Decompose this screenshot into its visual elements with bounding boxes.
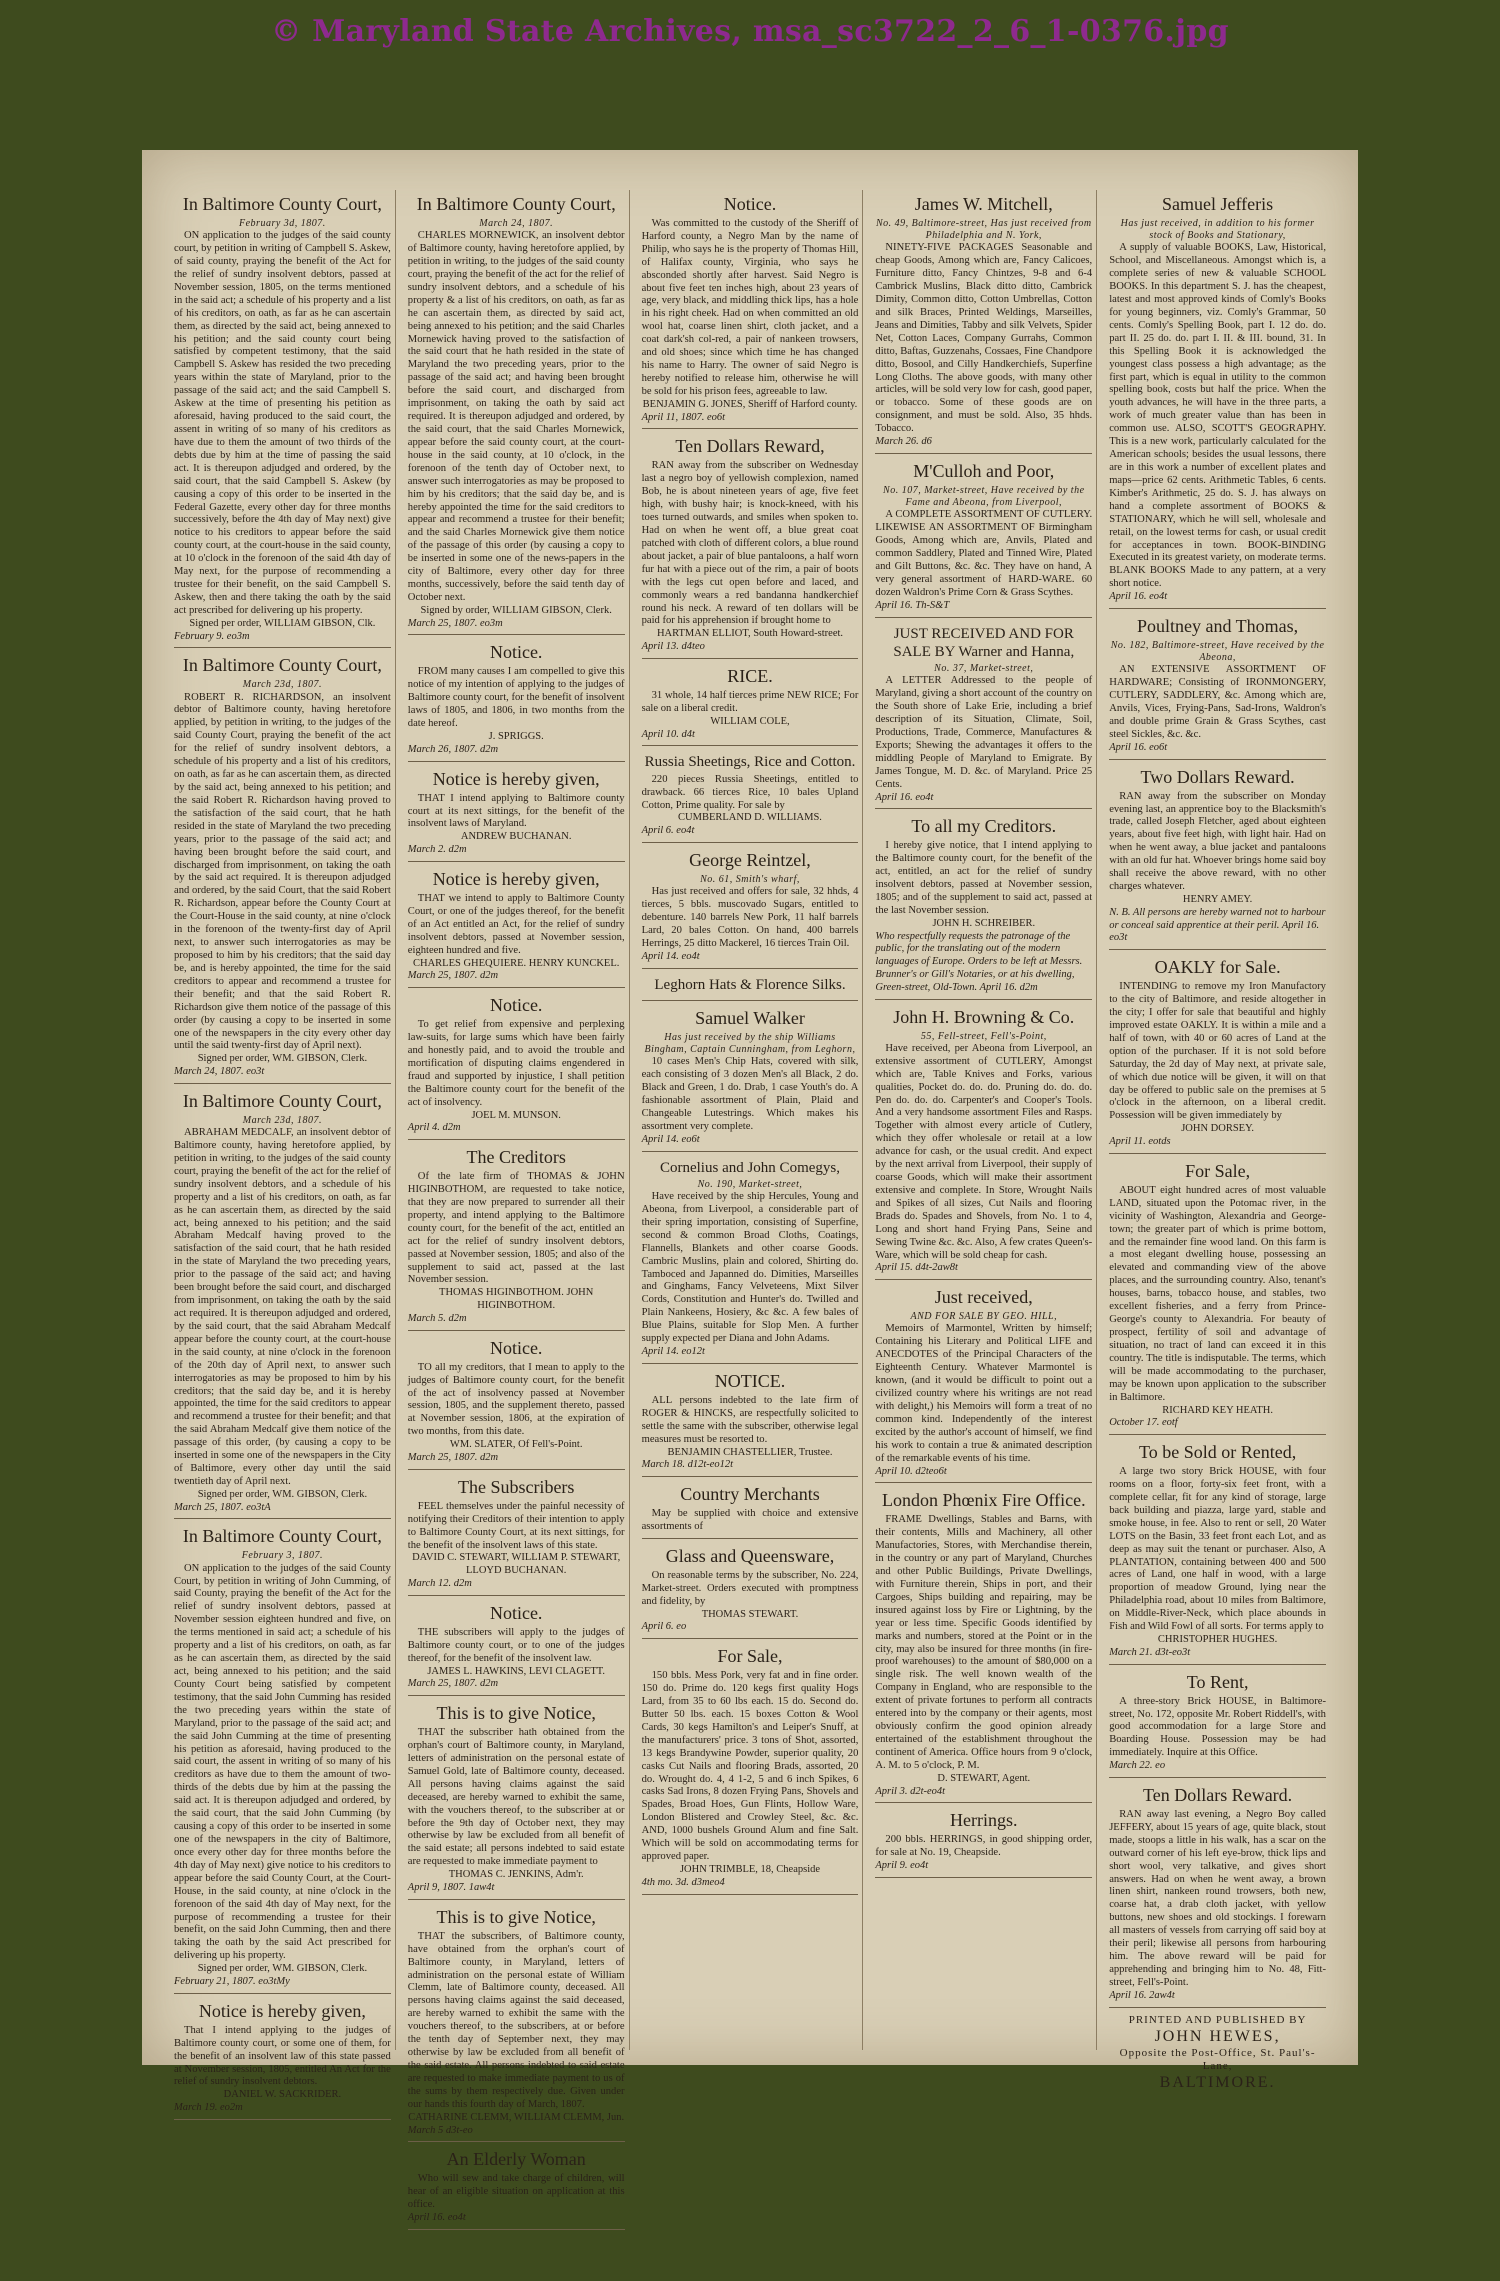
ad-date: April 13. d4teo xyxy=(641,641,705,653)
ad-heading: An Elderly Woman xyxy=(446,2149,586,2170)
ad-signature: BENJAMIN CHASTELLIER, Trustee. xyxy=(667,1446,833,1458)
ad-heading: In Baltimore County Court, xyxy=(182,1526,382,1547)
advertisement xyxy=(642,749,859,843)
ad-heading: Notice. xyxy=(489,1602,543,1623)
ad-body: Has just received and offers for sale, 32 hhds, 4 tierces, 5 bbls. muscovado Sugars, entitled to debenture. 140 barrels New Pork, 11 half barrels Lard, 20 bales Cotton. On hand, 400 barrels Herrings, 25 ditto Mackerel, 16 tierces Train Oil. xyxy=(641,886,859,949)
ad-heading: In Baltimore County Court, xyxy=(182,655,382,676)
ad-signature: Signed per order, WM. GIBSON, Clerk. xyxy=(197,1488,368,1500)
advertisement xyxy=(642,972,859,1001)
ad-heading: In Baltimore County Court, xyxy=(416,194,616,214)
ad-heading: Just received, xyxy=(934,1287,1033,1308)
ad-date: April 16. eo6t xyxy=(1109,741,1168,753)
advertisement xyxy=(1109,953,1326,1154)
ad-heading: Samuel Jefferis xyxy=(1162,194,1274,214)
ad-signature: HARTMAN ELLIOT, South Howard-street. xyxy=(656,628,844,640)
advertisement xyxy=(408,1903,625,2142)
advertisement xyxy=(642,1367,859,1477)
ad-body: 31 whole, 14 half tierces prime NEW RICE; For sale on a liberal credit. xyxy=(641,689,859,714)
ad-heading: Country Merchants xyxy=(680,1484,820,1505)
ad-date: April 14. eo4t xyxy=(641,950,700,962)
ad-heading: Notice. xyxy=(723,194,777,214)
advertisement xyxy=(408,865,625,988)
ad-body: TO all my creditors, that I mean to apply to the judges of Baltimore county court, for the benefit of the act of insolvency passed at November session, 1805, and the supplement thereto, passed at November session, 1806, at the expiration of two months, from this date. xyxy=(407,1361,625,1438)
advertisement xyxy=(1109,612,1326,760)
ad-body: INTENDING to remove my Iron Manufactory to the city of Baltimore, and reside altogether in the city; I offer for sale that beautiful and highly improved estate OAKLY. It is within a mile and a half of town, with 40 or 60 acres of Land at the option of the purchaser. If it is not sold before Saturday, the 2d day of May next, at private sale, of which due notice will be given, it will on that day be offered to public sale on the premises at 5 o'clock in the afternoon, on a liberal credit. Possession will be given immediately by xyxy=(1109,981,1326,1122)
advertisement xyxy=(875,1003,1092,1281)
imprint-city: BALTIMORE. xyxy=(1159,2074,1276,2092)
advertisement xyxy=(875,1806,1092,1878)
ad-body: ON application to the judges of the said County Court, by petition in writing of John Cumming, of said County, praying the benefit of the Act for the relief of sundry insolvent debtors, passed at November session eighteen hundred and five, on the terms mentioned in said act; a schedule of his property and a list of his creditors, on oath, as far as he can ascertain them, as directed by the said act, being annexed to his petition; and the said County Court being satisfied by competent testimony, that the said John Cumming has resided the two preceding years within the state of Maryland, prior to the passage of the said act; and the said John Cumming at the time of presenting his petition as aforesaid, having produced to the said court, the assent in writing of so many of his creditors as have due to them the amount of two-thirds of the debts due by him at the passing the said act. It is thereupon adjudged and ordered, by the said court, that the said John Cumming (by causing a copy of this order to be inserted in some one of the newspapers in the city of Baltimore, once every other day for three months before the 4th day of May next) give notice to his creditors to appear before the said County Court, at the Court-House, in the said county, at nine o'clock in the forenoon of the said 4th day of May next, for the purpose of recommending a trustee for their benefit, on the said John Cumming, then and there taking the oath by the said Act prescribed for delivering up his property. xyxy=(174,1562,391,1962)
ad-signature: THOMAS C. JENKINS, Adm'r. xyxy=(448,1869,584,1881)
ad-subheading: Has just received by the ship Williams Bingham, Captain Cunningham, from Leghorn, xyxy=(644,1031,856,1056)
ad-body: Have received by the ship Hercules, Young and Abeona, from Liverpool, a considerable part of their spring importation, consisting of Superfine, second & common Broad Cloths, Coatings, Flannells, Blankets and other coarse Goods. Cambric Muslins, plain and colored, Shirting do. Tamboced and Japanned do. Dimities, Marseilles and Ginghams, Fancy Velveteens, Mixt Silver Cords, Constitution and Hunter's do. Twilled and Plain Nankeens, Hosiery, &c &c. A few bales of Blue Plains, suitable for Slop Men. A further supply expected per Diana and John Adams. xyxy=(641,1191,859,1345)
ad-date: March 25, 1807. d2m xyxy=(407,1678,499,1690)
ad-body: RAN away from the subscriber on Wednesday last a negro boy of yellowish complexion, named Bob, he is about nineteen years of age, five feet high, with bushy hair; is knock-kneed, with his toes turned outwards, and smiles when spoken to. Had on when he went off, a blue great coat patched with cloth of different colors, a blue round about jacket, a pair of blue pantaloons, a half worn fur hat with a piece out of the rim, a pair of boots with the legs cut open before and laced, and commonly wears a red bandanna handkerchief round his neck. A reward of ten dollars will be paid for his apprehension if brought home to xyxy=(641,460,859,627)
ad-date: April 11, 1807. eo6t xyxy=(641,411,726,423)
ad-signature: DANIEL W. SACKRIDER. xyxy=(223,2089,342,2101)
ad-heading: OAKLY for Sale. xyxy=(1154,957,1281,978)
ad-signature: THOMAS STEWART. xyxy=(701,1608,799,1620)
column-2 xyxy=(404,190,630,2224)
ad-body: THAT I intend applying to Baltimore county court at its next sittings, for the benefit of the insolvent laws of Maryland. xyxy=(407,792,625,830)
ad-heading: George Reintzel, xyxy=(689,850,811,871)
ad-body: Was committed to the custody of the Sheriff of Harford county, a Negro Man by the name of Philip, who says he is the property of Thomas Hill, of Halifax county, Virginia, who says he absconded shortly after harvest. Said Negro is about five feet ten inches high, about 23 years of age, very black, and middling thick lips, has a hole in his right cheek. Had on when committed an old wool hat, coarse linen shirt, cloth jacket, and a coat dark'sh col-red, a pair of nankeen trowsers, and old shoes; since which time he has changed his name to Harry. The owner of said Negro is hereby notified to release him, otherwise he will be sold for his prison fees, agreeable to law. xyxy=(641,217,859,397)
advertisement xyxy=(642,846,859,969)
ad-signature: DAVID C. STEWART, WILLIAM P. STEWART, LLOYD BUCHANAN. xyxy=(412,1552,621,1577)
ad-body: THE subscribers will apply to the judges of Baltimore county court, or to one of the judges thereof, for the benefit of the insolvent law. xyxy=(407,1626,625,1664)
ad-date: March 25, 1807. d2m xyxy=(407,1452,499,1464)
ad-subheading: 55, Fell-street, Fell's-Point, xyxy=(920,1030,1047,1042)
ad-body: 220 pieces Russia Sheetings, entitled to drawback. 66 tierces Rice, 10 bales Upland Cotton, Prime quality. For sale by xyxy=(641,773,859,811)
ad-date: April 3. d2t-eo4t xyxy=(875,1785,946,1797)
ad-date: March 18. d12t-eo12t xyxy=(641,1459,734,1471)
ad-body: That I intend applying to the judges of Baltimore county court, or some one of them, for the benefit of an insolvent law of this state passed at November session, 1805, entitled An Act for the relief of sundry insolvent debtors. xyxy=(174,2024,391,2088)
ad-date: March 2. d2m xyxy=(407,844,467,856)
ad-subheading: No. 107, Market-street, Have received by the Fame and Abeona, from Liverpool, xyxy=(883,484,1085,509)
ad-signature: THOMAS HIGINBOTHOM. JOHN HIGINBOTHOM. xyxy=(439,1287,594,1312)
ad-heading: To Rent, xyxy=(1186,1671,1249,1692)
advertisement xyxy=(1109,1438,1326,1665)
advertisement xyxy=(408,765,625,862)
ad-date: April 14. eo12t xyxy=(641,1346,705,1358)
ad-heading: This is to give Notice, xyxy=(436,1906,596,1927)
ad-heading: M'Culloh and Poor, xyxy=(913,460,1055,481)
ad-subheading: AND FOR SALE BY GEO. HILL, xyxy=(910,1311,1058,1323)
ad-body: ALL persons indebted to the late firm of ROGER & HINCKS, are respectfully solicited to settle the same with the subscriber, otherwise legal measures must be resorted to. xyxy=(641,1394,859,1445)
ad-signature: D. STEWART, Agent. xyxy=(937,1772,1031,1784)
ad-signature: ANDREW BUCHANAN. xyxy=(460,831,572,843)
ad-date: N. B. All persons are hereby warned not to harbour or conceal said apprentice at their peril. April 16. eo3t xyxy=(1109,906,1326,944)
ad-date: March 26. d6 xyxy=(875,436,932,448)
ad-date: March 19. eo2m xyxy=(174,2102,243,2114)
ad-heading: The Subscribers xyxy=(457,1476,575,1497)
ad-signature: RICHARD KEY HEATH. xyxy=(1162,1404,1273,1416)
ad-date: April 10. d4t xyxy=(641,728,695,740)
ad-date: April 16. 2aw4t xyxy=(1109,1989,1175,2001)
ad-signature: WILLIAM COLE, xyxy=(710,715,790,727)
ad-heading: John H. Browning & Co. xyxy=(893,1006,1075,1027)
ad-signature: JOHN H. SCHREIBER. xyxy=(932,917,1036,929)
ad-heading: For Sale, xyxy=(1185,1160,1251,1181)
ad-subheading: March 23d, 1807. xyxy=(242,679,323,691)
ad-heading: London Phœnix Fire Office. xyxy=(881,1490,1086,1511)
ad-subheading: March 23d, 1807. xyxy=(242,1114,323,1126)
ad-date: February 21, 1807. eo3tMy xyxy=(174,1976,290,1987)
ad-date: April 16. Th-S&T xyxy=(875,599,950,611)
advertisement xyxy=(875,457,1092,618)
ad-date: April 9. eo4t xyxy=(875,1860,929,1872)
ad-heading: RICE. xyxy=(727,665,773,686)
ad-body: A large two story Brick HOUSE, with four rooms on a floor, forty-six feet front, with a complete cellar, fit for any kind of storage, large back building and piazza, large yard, stable and smoke house, in fee. Also to rent or sell, 20 Water LOTS on the Basin, 33 feet front each Lot, and as deep as may suit the tenant or purchaser. Also, A PLANTATION, containing between 400 and 500 acres of Land, one half in wood, with a large proportion of meadow Ground, lying near the Philadelphia road, about 10 miles from Baltimore, on Middle-River-Neck, which place abounds in Fish and Wild Fowl of all sorts. For terms apply to xyxy=(1109,1466,1326,1633)
newspaper-page xyxy=(142,150,1358,2224)
ad-heading: Notice. xyxy=(489,995,543,1016)
ad-date: April 14. eo6t xyxy=(641,1133,700,1145)
ad-body: A COMPLETE ASSORTMENT OF CUTLERY. LIKEWISE AN ASSORTMENT OF Birmingham Goods, Among which are, Anvils, Plated and common Saddlery, Plated and Tinned Wire, Plated and Gilt Buttons, &c. &c. They have on hand, A very general assortment of HARD-WARE. 60 dozen Waldron's Prime Corn & Grass Scythes. xyxy=(875,509,1093,598)
advertisement xyxy=(1109,1781,1326,2008)
ad-date: March 24, 1807. eo3t xyxy=(174,1066,265,1078)
ad-date: April 4. d2m xyxy=(407,1122,461,1134)
ad-signature: Signed per order, WILLIAM GIBSON, Clk. xyxy=(189,617,376,629)
ad-date: April 16. eo4t xyxy=(875,791,934,803)
ad-body: Who will sew and take charge of children, will hear of an eligible situation on application at this office. xyxy=(407,2173,625,2211)
ad-body: 10 cases Men's Chip Hats, covered with silk, each consisting of 3 dozen Men's all Black, 2 do. Black and Green, 1 do. Drab, 1 case Youth's do. A fashionable assortment of Plain, Plaid and Changeable Lutestrings. Which makes his assortment very complete. xyxy=(641,1056,859,1132)
advertisement xyxy=(642,1542,859,1639)
ad-heading: JUST RECEIVED AND FOR SALE BY Warner and Hanna, xyxy=(893,625,1075,660)
ad-date: April 16. eo4t xyxy=(1109,591,1168,603)
ad-date: March 5 d3t-eo xyxy=(407,2124,473,2136)
ad-signature: J. SPRIGGS. xyxy=(488,731,544,743)
advertisement xyxy=(174,1087,391,1520)
advertisement xyxy=(1109,1668,1326,1778)
column-4 xyxy=(871,190,1097,2050)
ad-subheading: No. 49, Baltimore-street, Has just received from Philadelphia and N. York, xyxy=(876,217,1092,242)
ad-heading: To be Sold or Rented, xyxy=(1138,1442,1297,1463)
ad-date: Who respectfully requests the patronage of the public, for the translating out of the modern languages of Europe. Orders to be left at Messrs. Brunner's or Gill's Notaries, or at his dwelling, Green-street, Old-Town. April 16. d2m xyxy=(875,930,1083,993)
ad-signature: CATHARINE CLEMM, WILLIAM CLEMM, Jun. xyxy=(408,2111,625,2123)
ad-signature: JOEL M. MUNSON. xyxy=(471,1109,561,1121)
ad-heading: Notice is hereby given, xyxy=(432,868,600,889)
ad-body: THAT we intend to apply to Baltimore County Court, or one of the judges thereof, for the benefit of an Act entitled an Act, for the relief of sundry insolvent debtors, passed at November session, eighteen hundred and five. xyxy=(407,892,625,956)
ad-date: April 6. eo4t xyxy=(641,825,695,837)
ad-heading: James W. Mitchell, xyxy=(914,194,1053,214)
advertisement xyxy=(1109,1157,1326,1435)
advertisement xyxy=(642,1642,859,1894)
ad-heading: Herrings. xyxy=(950,1810,1018,1831)
ad-body: May be supplied with choice and extensive assortments of xyxy=(641,1508,859,1532)
advertisement xyxy=(642,190,859,429)
ad-body: CHARLES MORNEWICK, an insolvent debtor of Baltimore county, having heretofore applied, by petition in writing, to the judges of the said county court, praying the benefit of the act for the relief of sundry insolvent debtors, and a schedule of his property & a list of his creditors, on oath, as far as he can ascertain them, as directed by said act, being annexed to his petition; and the said Charles Mornewick having proved to the satisfaction of the said court that he hath resided in the state of Maryland the two preceding years, prior to the passage of the said act; and having been brought before the said court, and discharged from imprisonment, on taking the oath by said act required. It is thereupon adjudged and ordered, by the said court, that the said Charles Mornewick, appear before the said county court, at the court-house in the said county, at 10 o'clock, in the forenoon of the tenth day of October next, to answer such interrogatories as may be proposed to him by his creditors; that the said day be, and is hereby appointed the time for the said creditors to appear and recommend a trustee for their benefit; and the said Charles Mornewick give them notice of the passage of this order (by causing a copy to be inserted in some one of the news-papers in the city of Baltimore, every other day for three months, successively, before the said tenth day of October next. xyxy=(407,230,625,603)
ad-date: April 15. d4t-2aw8t xyxy=(875,1262,958,1274)
advertisement xyxy=(642,1155,859,1364)
ad-date: April 6. eo xyxy=(641,1621,687,1633)
ad-body: 150 bbls. Mess Pork, very fat and in fine order. 150 do. Prime do. 120 kegs first quality Hogs Lard, from 35 to 60 lbs each. 15 do. Second do. Butter 50 lbs. each. 15 boxes Cotton & Wool Cards, 30 kegs Hamilton's and Leiper's Snuff, at the manufacturers' price. 3 tons of Shot, assorted, 13 kegs Brandywine Powder, superior quality, 20 casks Cut Nails and flooring Brads, assorted, 20 do. Wrought do. 4, 4 1-2, 5 and 6 inch Spikes, 6 casks Sad Irons, 8 dozen Frying Pans, Shovels and Spades, Broad Hoes, Gun Flints, Hollow Ware, London Blistered and Crowley Steel, &c. &c. AND, 1000 bushels Ground Alum and fine Salt. Which will be sold on accommodating terms for approved paper. xyxy=(641,1670,859,1863)
ad-body: Of the late firm of THOMAS & JOHN HIGINBOTHOM, are requested to take notice, that they are now prepared to surrender all their property, and intend applying to the Baltimore county court, for the benefit of the act, entitled an act for the relief of sundry insolvent debtors, passed at November session, 1805; and also of the supplement to said act, passed at the last November session. xyxy=(407,1171,625,1286)
ad-heading: Leghorn Hats & Florence Silks. xyxy=(654,976,846,993)
ad-heading: Notice. xyxy=(489,1337,543,1358)
ad-body: ON application to the judges of the said county court, by petition in writing of Campbell S. Askew, of said county, praying the benefit of the Act for the relief of sundry insolvent debtors, passed at November session, 1805, on the terms mentioned in the said act; a schedule of his property and a list of his creditors, on oath, as far as he can ascertain them, as directed by the said act, being annexed to his petition; and the said county court being satisfied by competent testimony, that the said Campbell S. Askew has resided the two preceding years within the state of Maryland, prior to the passage of the said act; and the said Campbell S. Askew at the time of presenting his petition as aforesaid, having produced to the said court, the assent in writing of so many of his creditors as have due to them the amount of two thirds of the debts due by him at the time of passing the said act. It is thereupon adjudged and ordered, by the said court, that the said Campbell S. Askew (by causing a copy of this order to be inserted in the Federal Gazette, every other day for three months successively, before the 4th day of May next) give notice to his creditors to appear before the said county court, at the court-house in the said county, at 10 o'clock in the forenoon of the said 4th day of May next, for the purpose of recommending a trustee for their benefit, on the said Campbell S. Askew, then and there taking the oath by the said act prescribed for delivering up his property. xyxy=(174,230,391,616)
ad-heading: Notice. xyxy=(489,642,543,663)
ad-subheading: No. 182, Baltimore-street, Have received by the Abeona, xyxy=(1110,639,1325,664)
advertisement xyxy=(875,621,1092,810)
ad-date: April 10. d2teo6t xyxy=(875,1465,947,1477)
ad-signature: JOHN TRIMBLE, 18, Cheapside xyxy=(679,1864,821,1875)
ad-body: ROBERT R. RICHARDSON, an insolvent debtor of Baltimore county, having heretofore applied, by petition in writing, to the judges of the said County Court, praying the benefit of the act for the relief of sundry insolvent debtors, a schedule of his property and a list of his creditors, on oath, as far as he can ascertain them, as directed by the said act, being annexed to his petition; and the said Robert R. Richardson having proved to the satisfaction of the said court, that he hath resided in the state of Maryland the two preceding years, prior to the passage of the said act; and having been brought before the said court, and discharged from imprisonment, on taking the oath by the said act required. It is thereupon adjudged and ordered, by the said Court, that the said Robert R. Richardson, appear before the County Court at the Court-House in the said county, at nine o'clock in the forenoon of the twenty-first day of April next, to answer such interrogatories as may be proposed to him by his creditors; that the said day be, and is hereby appointed, the time for the said creditors to appear and recommend a trustee for their benefit; and that the said Robert R. Richardson give them notice of the passage of this order (by causing a copy to be inserted in some one of the newspapers in the city every other day until the said twenty-first day of April next). xyxy=(174,691,391,1052)
ad-heading: In Baltimore County Court, xyxy=(182,194,382,214)
advertisement xyxy=(642,662,859,746)
newspaper-columns xyxy=(170,190,1330,2224)
imprint-line2: Opposite the Post-Office, St. Paul's-Lane, xyxy=(1119,2046,1316,2072)
ad-signature: WM. SLATER, Of Fell's-Point. xyxy=(449,1439,583,1451)
ad-subheading: Has just received, in addition to his former stock of Books and Stationary, xyxy=(1120,217,1315,242)
ad-signature: Signed by order, WILLIAM GIBSON, Clerk. xyxy=(420,604,612,616)
ad-subheading: No. 37, Market-street, xyxy=(934,663,1034,675)
ad-heading: NOTICE. xyxy=(714,1370,786,1391)
ad-heading: Notice is hereby given, xyxy=(432,768,600,789)
advertisement xyxy=(408,1699,625,1900)
ad-heading: Ten Dollars Reward, xyxy=(675,436,825,457)
ad-signature: JOHN DORSEY. xyxy=(1181,1123,1254,1135)
ad-heading: Ten Dollars Reward. xyxy=(1142,1784,1293,1805)
ad-body: On reasonable terms by the subscriber, No. 224, Market-street. Orders executed with promptness and fidelity, by xyxy=(641,1569,859,1607)
ad-heading: In Baltimore County Court, xyxy=(182,1090,382,1111)
advertisement xyxy=(174,1997,391,2120)
imprint-line1: PRINTED AND PUBLISHED BY xyxy=(1128,2013,1307,2026)
printer-imprint xyxy=(1109,2014,1326,2093)
ad-signature: CHARLES GHEQUIERE. HENRY KUNCKEL. xyxy=(412,957,620,969)
ad-heading: This is to give Notice, xyxy=(436,1703,596,1724)
ad-body: NINETY-FIVE PACKAGES Seasonable and cheap Goods, Among which are, Fancy Calicoes, Furniture ditto, Fancy Chintzes, 9-8 and 6-4 Cambrick Muslins, Black ditto ditto, Cambrick Dimity, Common ditto, Cotton Umbrellas, Cotton and silk Braces, Printed Weldings, Marseilles, Jeans and Dimities, Tabby and silk Velvets, Spider Net, Cotton Laces, Company Gurrahs, Common ditto, Baftas, Guzzenahs, Cossaes, Fine Chandpore ditto, Bosool, and Cilly Handkerchiefs, Superfine Long Cloths. The above goods, with many other articles, will be sold very low for cash, good paper, or tobacco. Some of these goods are on consignment, and must be sold. Also, 35 hhds. Tobacco. xyxy=(875,242,1093,435)
ad-body: Have received, per Abeona from Liverpool, an extensive assortment of CUTLERY, Amongst which are, Table Knives and Forks, various qualities, Pocket do. do. do. Pruning do. do. do. Pen do. do. do. Carpenter's and Cooper's Tools. And a very handsome assortment Files and Rasps. Together with almost every article of Cutlery, which they offer wholesale or retail at a low advance for cash, or the usual credit. And expect by the next arrival from Liverpool, their supply of coarse Goods, which will make their assortment extensive and complete. In Store, Wrought Nails and Spikes of all sizes, Cut Nails and flooring Brads do. Spades and Shovels, from No. 1 to 4, Long and short hand Frying Pans, Seine and Sewing Twine &c. &c. Also, A few crates Queen's-Ware, which will be sold cheap for cash. xyxy=(875,1042,1093,1261)
ad-body: RAN away from the subscriber on Monday evening last, an apprentice boy to the Blacksmith's trade, called Joseph Fletcher, aged about eighteen years, about five feet high, with light hair. Had on when he went away, a blue jacket and pantaloons with an old fur hat. Whoever brings home said boy shall receive the above reward, with no other charges whatever. xyxy=(1109,790,1326,893)
ad-heading: Poultney and Thomas, xyxy=(1137,616,1299,637)
ad-heading: For Sale, xyxy=(717,1646,783,1667)
advertisement xyxy=(408,2145,625,2230)
ad-date: April 16. eo4t xyxy=(407,2212,466,2224)
ad-body: Memoirs of Marmontel, Written by himself; Containing his Literary and Political LIFE and ANECDOTES of the Principal Characters of the Eighteenth Century. Whatever Marmontel is known, (and it would be difficult to point out a civilized country where his writings are not read with delight,) his Memoirs will form a treat of no common kind. Independently of the interest excited by the author's account of himself, we find his work to contain a true & animated description of the remarkable events of his time. xyxy=(875,1323,1093,1464)
ad-date: March 21. d3t-eo3t xyxy=(1109,1646,1191,1658)
imprint-name: JOHN HEWES, xyxy=(1154,2028,1281,2046)
ad-signature: Signed per order, WM. GIBSON, Clerk. xyxy=(197,1963,368,1975)
column-3 xyxy=(638,190,864,2050)
advertisement xyxy=(174,190,391,648)
advertisement xyxy=(642,432,859,659)
ad-date: March 12. d2m xyxy=(407,1578,472,1590)
ad-heading: Notice is hereby given, xyxy=(198,2000,366,2021)
column-5 xyxy=(1105,190,1330,2092)
ad-date: March 26, 1807. d2m xyxy=(407,743,499,755)
ad-signature: JAMES L. HAWKINS, LEVI CLAGETT. xyxy=(427,1665,606,1677)
advertisement xyxy=(1109,763,1326,951)
ad-date: October 17. eotf xyxy=(1109,1417,1178,1429)
ad-body: A three-story Brick HOUSE, in Baltimore-street, No. 172, opposite Mr. Robert Riddell's, with good accommodation for a large Store and Boarding House. Possession may be had immediately. Inquire at this Office. xyxy=(1109,1695,1326,1759)
ad-date: February 9. eo3m xyxy=(174,630,250,642)
column-1 xyxy=(170,190,396,2114)
advertisement xyxy=(875,812,1092,999)
ad-body: ABOUT eight hundred acres of most valuable LAND, situated upon the Potomac river, in the vicinity of Washington, Alexandria and George-town; the greater part of which is prime bottom, and the remainder fine wood land. On this farm is a most elegant dwelling house, possessing an elevated and commanding view of the above places, and the surrounding country. Also, tenant's houses, barns, tobacco house, and stables, two excellent fisheries, and a ferry from Prince-George's county to Alexandria. For beauty of prospect, fertility of soil and advantage of situation, no tract of land can exceed it in this country. The title is indisputable. The terms, which will be made accommodating to the purchaser, may be known upon application to the subscriber in Baltimore. xyxy=(1109,1184,1326,1403)
ad-body: FROM many causes I am compelled to give this notice of my intention of applying to the judges of Baltimore county court, for the benefit of insolvent laws of 1805, and 1806, in two months from the date hereof. xyxy=(407,666,625,730)
ad-body: FRAME Dwellings, Stables and Barns, with their contents, Mills and Machinery, all other Manufactories, Stores, with Merchandise therein, in the country or any part of Maryland, Churches and other Public Buildings, Private Dwellings, with Furniture therein, Ships in port, and their Cargoes, Ships building and repairing, may be insured against loss by Fire or Lightning, by the year or less time. Specific Goods identified by marks and numbers, stored at the Point or in the city, may also be insured for three months (in fire-proof warehouses) to the amount of $80,000 on a single risk. The well known wealth of the Company in England, who are responsible to the extent of private fortunes to perform all contracts entered into by the company or their agents, most obviously confirm the good opinion already entertained of the establishment throughout the continent of America. Office hours from 9 o'clock, A. M. to 5 o'clock, P. M. xyxy=(875,1514,1093,1771)
ad-body: A LETTER Addressed to the people of Maryland, giving a short account of the country on the South shore of Lake Erie, including a brief description of its Situation, Climate, Soil, Productions, Trade, Commerce, Manufactures & Exports; Shewing the advantages it offers to the middling People of Maryland to Emigrate. By James Tongue, M. D. &c. of Maryland. Price 25 Cents. xyxy=(875,675,1093,790)
ad-heading: The Creditors xyxy=(466,1147,566,1168)
advertisement xyxy=(408,190,625,635)
advertisement xyxy=(408,1143,625,1331)
advertisement xyxy=(408,991,625,1140)
ad-subheading: February 3, 1807. xyxy=(241,1550,324,1562)
ad-body: THAT the subscribers, of Baltimore county, have obtained from the orphan's court of Baltimore county, in Maryland, letters of administration on the personal estate of William Clemm, late of Baltimore county, deceased. All persons having claims against the said deceased, are hereby warned to exhibit the same with the vouchers thereof, to the subscribers, at or before the tenth day of September next, they may otherwise by law be excluded from all benefit of the said estate. All persons indebted to said estate are requested to make immediate payment to us of the sums by them respectively due. Given under our hands this fourth day of March, 1807. xyxy=(407,1930,625,2110)
ad-subheading: February 3d, 1807. xyxy=(239,217,326,229)
ad-date: March 5. d2m xyxy=(407,1312,467,1324)
ad-heading: Cornelius and John Comegys, xyxy=(659,1159,840,1176)
advertisement xyxy=(408,1473,625,1596)
advertisement xyxy=(875,190,1092,454)
ad-body: ABRAHAM MEDCALF, an insolvent debtor of Baltimore county, having heretofore applied, by petition in writing, to the judges of the said county court, praying the benefit of the act for the relief of sundry insolvent debtors, and a schedule of his property and a list of his creditors, on oath, as far as he can ascertain them, as directed by the said act, being annexed to his petition; and the said Abraham Medcalf having proved to the satisfaction of the said court, that he hath resided in the state of Maryland the two preceding years, prior to the passage of the said act; and having been brought before the said court, and discharged from imprisonment, on taking the oath by the said act required. It is thereupon adjudged and ordered, by the said court, that the said Abraham Medcalf appear before the county court, at the court-house in the said county, at nine o'clock in the forenoon of the 20th day of April next, to answer such interrogatories as may be proposed to him by his creditors; that the said day be, and it is hereby appointed, the time for the said creditors to appear and recommend a trustee for their benefit; and that the said Abraham Medcalf give them notice of the passage of this order, (by causing a copy to be inserted in some one of the newspapers in the City of Baltimore, every other day until the said twentieth day of April next. xyxy=(174,1127,391,1487)
ad-date: March 22. eo xyxy=(1109,1760,1166,1772)
ad-date: March 25, 1807. eo3tA xyxy=(174,1501,271,1513)
ad-body: AN EXTENSIVE ASSORTMENT OF HARDWARE; Consisting of IRONMONGERY, CUTLERY, SADDLERY, &c. Among which are, Anvils, Vices, Frying-Pans, Sad-Irons, Waldron's and double prime Grain & Grass Scythes, cast steel Sickles, &c. &c. xyxy=(1109,664,1326,740)
ad-date: April 11. eotds xyxy=(1109,1136,1171,1148)
ad-subheading: No. 61, Smith's wharf, xyxy=(700,873,800,885)
advertisement xyxy=(642,1480,859,1539)
ad-date: 4th mo. 3d. d3meo4 xyxy=(641,1876,725,1888)
ad-signature: Signed per order, WM. GIBSON, Clerk. xyxy=(197,1053,368,1065)
ad-body: THAT the subscriber hath obtained from the orphan's court of Baltimore county, in Maryland, letters of administration on the personal estate of Samuel Gold, late of Baltimore county, deceased. All persons having claims against the said deceased, are hereby warned to exhibit the same, with the vouchers thereof, to the subscriber at or before the 9th day of October next, they may otherwise by law be excluded from all benefit of the said estate; all persons indebted to said estate are requested to make immediate payment to xyxy=(407,1727,625,1868)
ad-heading: Glass and Queensware, xyxy=(665,1545,835,1566)
ad-body: A supply of valuable BOOKS, Law, Historical, School, and Miscellaneous. Amongst which is, a complete series of new & valuable SCHOOL BOOKS. In this department S. J. has the cheapest, latest and most approved kinds of Comly's Books for young beginners, viz. Comly's Grammar, 50 cents. Comly's Spelling Book, part I. 12 do. do. part II. 25 do. do. part I. II. & III. bound, 31. In this Spelling Book it is acknowledged the youngest class possess a high advantage; as the first part, which is equal in utility to the common spelling book, costs but half the price. When the youth advances, he will have in the three parts, a work of much greater value than has been in common use. ALSO, SCOTT'S GEOGRAPHY. This is a new work, particularly calculated for the American schools; besides the usual lessons, there are in this work a number of excellent plates and maps—price 62 cents. Arithmetic Tables, 6 cents. Kimber's Arithmetic, 25 do. S. J. has always on hand a complete assortment of BOOKS & STATIONARY, which he will sell, wholesale and retail, on the lowest terms for cash, or usual credit for acceptances in town. BOOK-BINDING Executed in its greatest variety, on moderate terms. BLANK BOOKS Made to any pattern, at a very short notice. xyxy=(1109,242,1326,590)
ad-body: FEEL themselves under the painful necessity of notifying their Creditors of their intention to apply to Baltimore County Court, at its next sittings, for the benefit of the insolvent laws of this state. xyxy=(407,1500,625,1551)
ad-date: April 9, 1807. 1aw4t xyxy=(407,1882,495,1894)
ad-body: To get relief from expensive and perplexing law-suits, for large sums which have been fairly and honestly paid, and to avoid the trouble and mortification of disputing claims engendered in fraud and supported by injustice, I shall petition the Baltimore county court for the benefit of the act of insolvency. xyxy=(407,1019,625,1108)
advertisement xyxy=(408,1599,625,1696)
advertisement xyxy=(642,1004,859,1152)
ad-date: March 25, 1807. d2m xyxy=(407,970,499,982)
advertisement xyxy=(408,1334,625,1470)
ad-heading: Samuel Walker xyxy=(695,1007,805,1028)
ad-date: March 25, 1807. eo3m xyxy=(407,617,503,629)
ad-body: I hereby give notice, that I intend applying to the Baltimore county court, for the benefit of the act, entitled, an act for the relief of sundry insolvent debtors, passed at November session, 1805; and of the supplement to said act, passed at the last November session. xyxy=(875,840,1093,916)
advertisement xyxy=(408,638,625,761)
advertisement xyxy=(875,1283,1092,1483)
ad-signature: BENJAMIN G. JONES, Sheriff of Harford county. xyxy=(642,398,858,410)
advertisement xyxy=(1109,190,1326,609)
ad-signature: HENRY AMEY. xyxy=(1182,894,1253,905)
ad-subheading: No. 190, Market-street, xyxy=(697,1178,803,1190)
advertisement xyxy=(174,651,391,1084)
ad-heading: Russia Sheetings, Rice and Cotton. xyxy=(644,754,856,771)
ad-body: 200 bbls. HERRINGS, in good shipping order, for sale at No. 19, Cheapside. xyxy=(875,1834,1093,1859)
ad-subheading: March 24, 1807. xyxy=(479,217,554,229)
advertisement xyxy=(174,1522,391,1993)
ad-heading: Two Dollars Reward. xyxy=(1140,766,1295,787)
advertisement xyxy=(875,1486,1092,1803)
ad-body: RAN away last evening, a Negro Boy called JEFFERY, about 15 years of age, quite black, stout made, stoops a little in his walk, has a scar on the outward corner of his left eye-brow, thick lips and short wool, very talkative, and gives short answers. Had on when he went away, a brown linen shirt, nankeen round trowsers, both new, coarse hat, a drab cloth jacket, with yellow buttons, new shoes and old stockings. I forewarn all masters of vessels from carrying off said boy at their peril; likewise all persons from harbouring him. The above reward will be paid for apprehending and bringing him to No. 48, Fitt-street, Fell's-Point. xyxy=(1109,1808,1326,1988)
archive-watermark: © Maryland State Archives, msa_sc3722_2_6_1-0376.jpg xyxy=(271,14,1229,49)
ad-signature: CUMBERLAND D. WILLIAMS. xyxy=(678,812,822,824)
ad-signature: CHRISTOPHER HUGHES. xyxy=(1157,1634,1278,1646)
ad-heading: To all my Creditors. xyxy=(911,816,1057,837)
